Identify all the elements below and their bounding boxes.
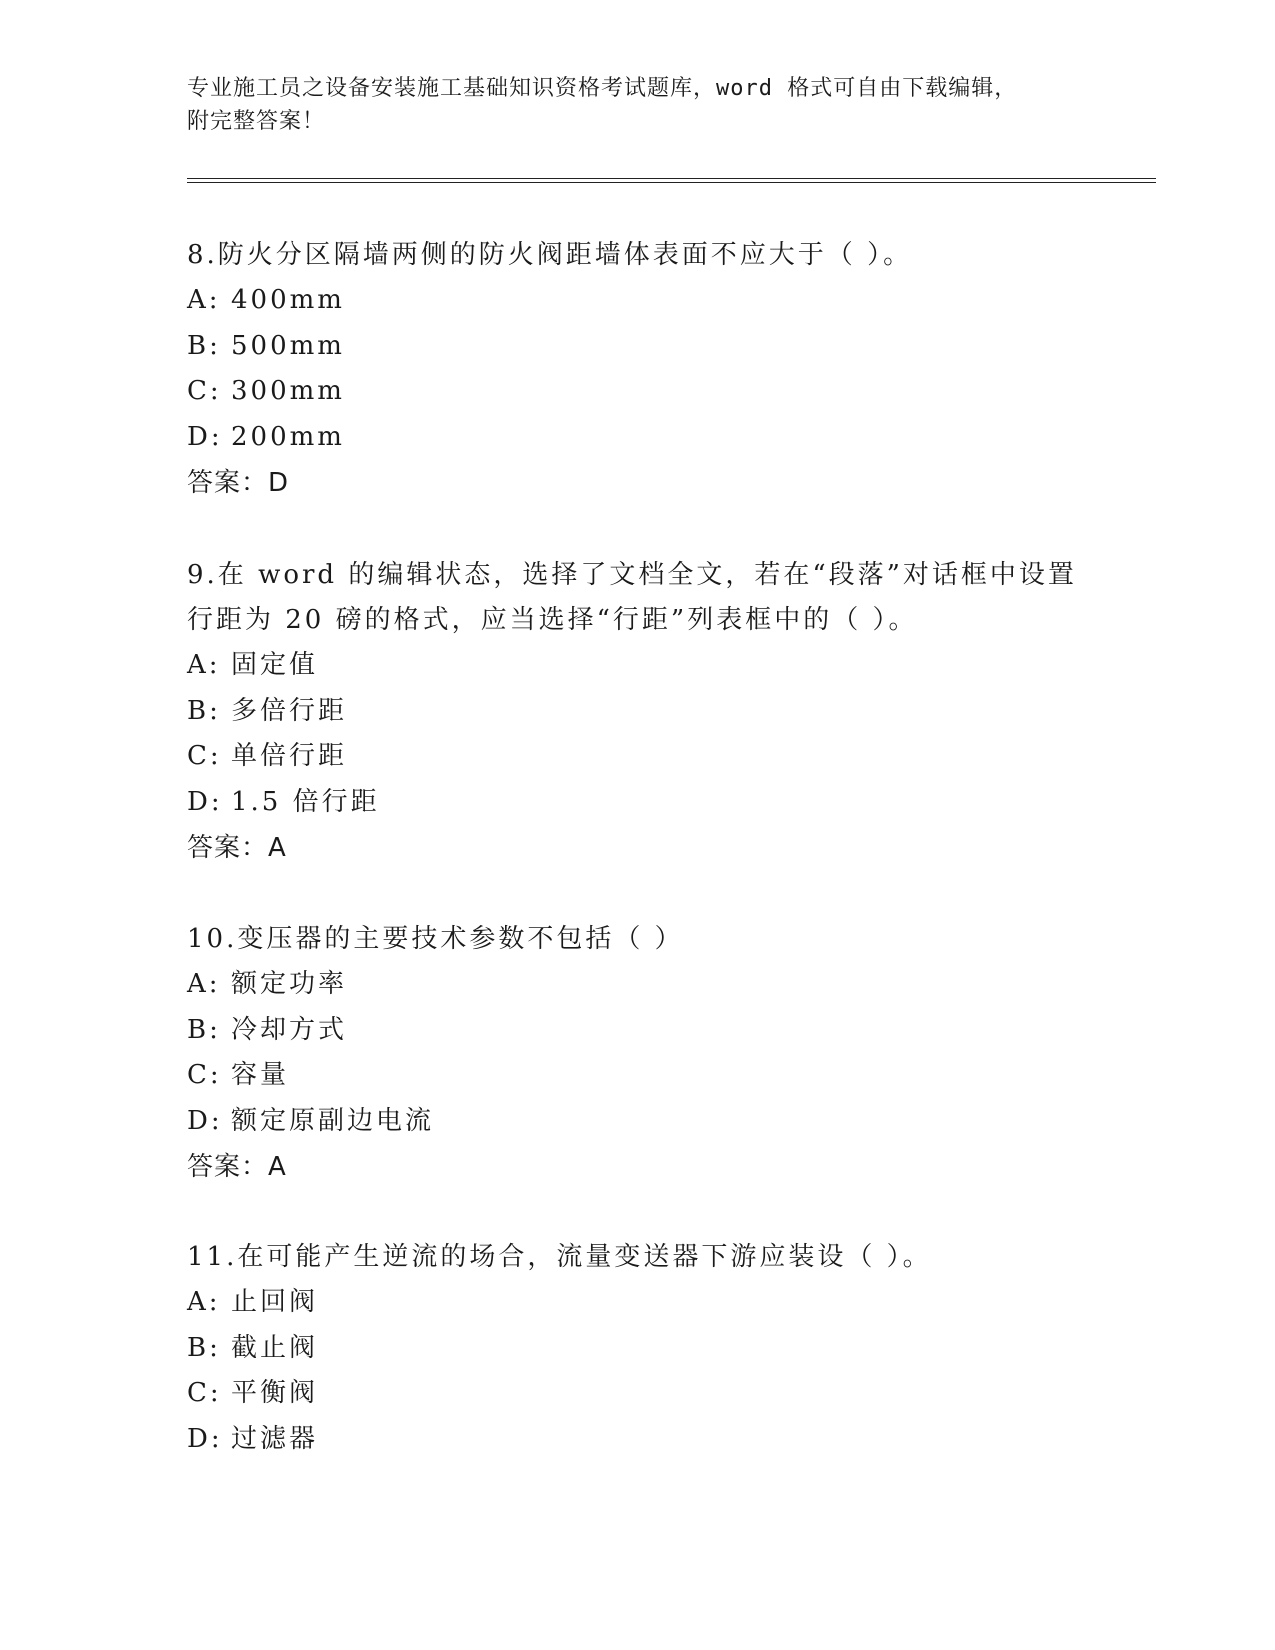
option-text: 截止阀 bbox=[231, 1332, 319, 1363]
option-text: 止回阀 bbox=[231, 1287, 319, 1317]
question-stem: 8.防火分区隔墙两侧的防火阀距墙体表面不应大于（ ）。 bbox=[187, 240, 913, 270]
option-text: 400mm bbox=[231, 285, 345, 315]
option-a bbox=[187, 278, 1087, 324]
option-a bbox=[187, 1280, 1087, 1326]
header-line-2: 附完整答案！ bbox=[187, 109, 326, 134]
question-9 bbox=[187, 553, 1087, 871]
option-key: A: bbox=[187, 1287, 221, 1317]
option-text: 冷却方式 bbox=[231, 1014, 348, 1045]
option-key: A: bbox=[187, 285, 221, 315]
option-text: 固定值 bbox=[231, 650, 319, 680]
option-text: 过滤器 bbox=[231, 1423, 319, 1454]
question-stem-continued: 行距为 20 磅的格式，应当选择“行距”列表框中的（ ）。 bbox=[187, 605, 918, 635]
option-key: C: bbox=[187, 741, 222, 771]
option-text: 额定功率 bbox=[231, 969, 348, 999]
document-header bbox=[187, 72, 1067, 138]
option-d bbox=[187, 780, 1087, 826]
option-c bbox=[187, 734, 1087, 780]
option-key: C: bbox=[187, 1378, 222, 1408]
option-d bbox=[187, 415, 1087, 461]
question-8 bbox=[187, 233, 1087, 506]
option-key: D: bbox=[187, 786, 223, 817]
option-d bbox=[187, 1417, 1087, 1463]
option-b bbox=[187, 324, 1087, 370]
header-double-rule bbox=[187, 178, 1156, 183]
header-line-1: 专业施工员之设备安装施工基础知识资格考试题库，word 格式可自由下载编辑， bbox=[187, 76, 1018, 101]
question-stem: 11.在可能产生逆流的场合，流量变送器下游应装设（ ）。 bbox=[187, 1242, 932, 1272]
option-key: D: bbox=[187, 1105, 223, 1136]
option-key: A: bbox=[187, 650, 221, 680]
option-d bbox=[187, 1099, 1087, 1145]
option-key: C: bbox=[187, 1060, 222, 1090]
answer: 答案：A bbox=[187, 1152, 287, 1182]
option-text: 200mm bbox=[231, 421, 345, 452]
option-a bbox=[187, 962, 1087, 1008]
option-text: 多倍行距 bbox=[231, 695, 348, 726]
question-11 bbox=[187, 1235, 1087, 1462]
option-key: B: bbox=[187, 695, 221, 726]
answer: 答案：D bbox=[187, 468, 290, 498]
option-text: 500mm bbox=[231, 330, 345, 361]
answer: 答案：A bbox=[187, 833, 287, 863]
option-key: B: bbox=[187, 330, 221, 361]
question-stem: 9.在 word 的编辑状态，选择了文档全文，若在“段落”对话框中设置 bbox=[187, 560, 1077, 590]
option-b bbox=[187, 1008, 1087, 1054]
option-text: 单倍行距 bbox=[231, 741, 348, 771]
question-10 bbox=[187, 917, 1087, 1190]
option-text: 平衡阀 bbox=[231, 1378, 319, 1408]
option-text: 容量 bbox=[231, 1060, 290, 1090]
option-text: 1.5 倍行距 bbox=[231, 786, 380, 817]
option-key: B: bbox=[187, 1014, 221, 1045]
option-c bbox=[187, 1053, 1087, 1099]
option-c bbox=[187, 369, 1087, 415]
option-b bbox=[187, 689, 1087, 735]
option-key: C: bbox=[187, 376, 222, 406]
option-a bbox=[187, 643, 1087, 689]
option-key: D: bbox=[187, 1423, 223, 1454]
question-stem: 10.变压器的主要技术参数不包括（ ） bbox=[187, 924, 684, 954]
option-c bbox=[187, 1371, 1087, 1417]
option-text: 300mm bbox=[231, 376, 345, 406]
option-b bbox=[187, 1326, 1087, 1372]
option-key: B: bbox=[187, 1332, 221, 1363]
option-key: D: bbox=[187, 421, 223, 452]
option-key: A: bbox=[187, 969, 221, 999]
option-text: 额定原副边电流 bbox=[231, 1105, 435, 1136]
